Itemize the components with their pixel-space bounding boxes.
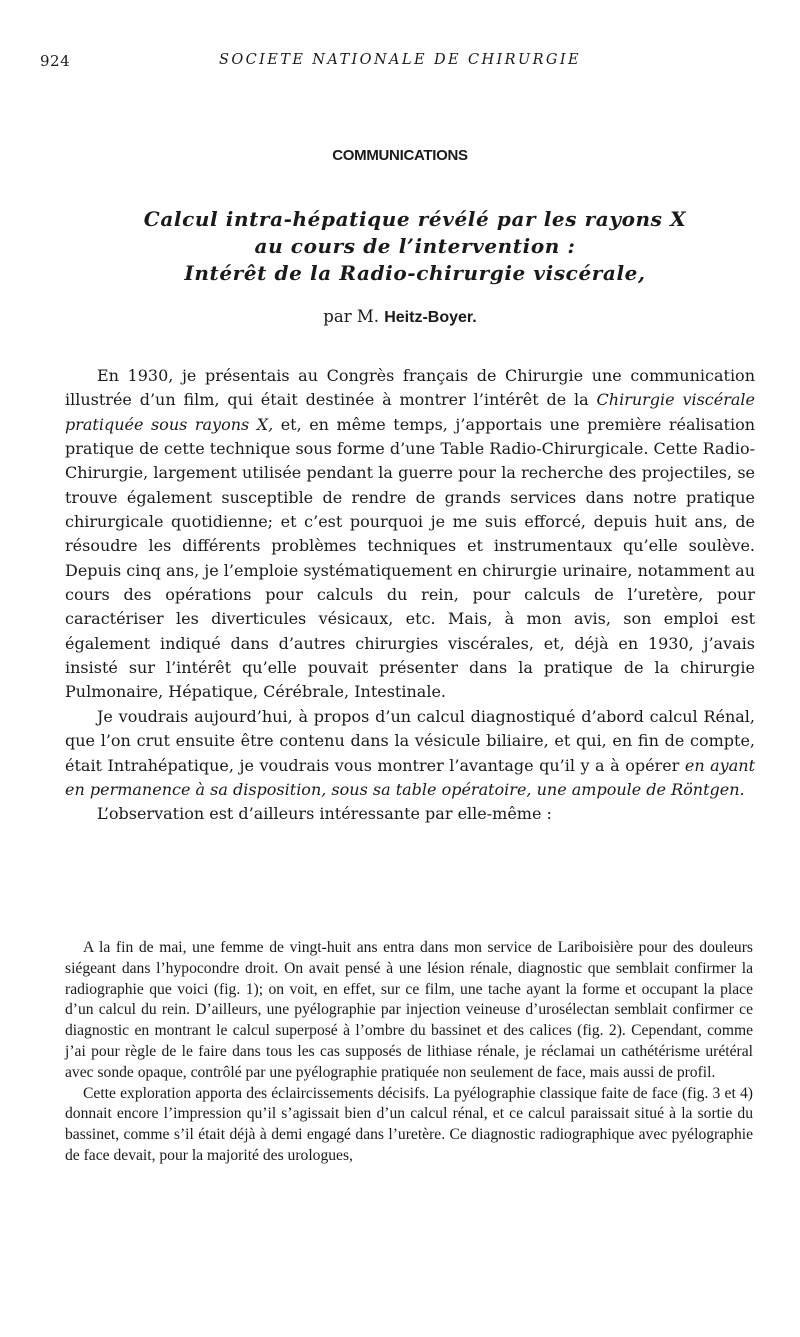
body-p1-text-a: En 1930, je présentais au Congrès français de Chirurgie une communication illustrée d’un film, qui était destinée à montrer l’intérêt de la — [65, 366, 755, 410]
page-header — [40, 52, 760, 74]
page-number: 924 — [40, 52, 71, 70]
running-head: SOCIETE NATIONALE DE CHIRURGIE — [219, 52, 581, 68]
byline-prefix: par M. — [323, 307, 379, 326]
body-paragraph-1 — [65, 364, 755, 705]
title-line-2: au cours de l’intervention : — [254, 234, 576, 258]
article-body — [65, 364, 755, 827]
observation-paragraph-1: A la fin de mai, une femme de vingt-huit ans entra dans mon service de Lariboisière pour des douleurs siégeant dans l’hypocondre droit. On avait pensé à une lésion rénale, diagnostic que semblait confirmer la radiographie que voici (fig. 1); on voit, en effet, sur ce film, une tache ayant la forme et occupant la place d’un calcul du rein. D’ailleurs, une pyélographie par injection veineuse d’urosélectan semblait confirmer ce diagnostic en montrant le calcul superposé à l’ombre du bassinet et des calices (fig. 2). Cependant, comme j’ai pour règle de le faire dans tous les cas supposés de lithiase rénale, je réclamai un cathétérisme urétéral avec sonde opaque, contrôlé par une pyélographie pratiquée non seulement de face, mais aussi de profil. — [65, 939, 753, 1081]
body-p2-emphasis: en ayant en permanence à sa disposition, sous sa table opératoire, une ampoule de Röntgen. — [65, 755, 755, 799]
section-title: COMMUNICATIONS — [332, 147, 468, 164]
body-paragraph-3: L’observation est d’ailleurs intéressante par elle-même : — [97, 804, 552, 824]
title-line-3: Intérêt de la Radio-chirurgie viscérale, — [184, 261, 646, 285]
observation-paragraph-2: Cette exploration apporta des éclaircissements décisifs. La pyélographie classique faite de face (fig. 3 et 4) donnait encore l’impression qu’il s’agissait bien d’un calcul rénal, et ce calcul paraissait situé à la sortie du bassinet, comme s’il était déjà à demi engagé dans l’uretère. Ce diagnostic radiographique avec pyélographie de face devait, pour la majorité des urologues, — [65, 1084, 753, 1164]
author-name: Heitz-Boyer. — [384, 309, 477, 326]
title-line-1: Calcul intra-hépatique révélé par les rayons X — [143, 207, 687, 231]
body-p1-emphasis: Chirurgie viscérale pratiquée sous rayons X, — [65, 390, 756, 434]
body-paragraph-2 — [65, 705, 755, 802]
observation-text — [65, 938, 753, 1167]
body-p1-text-b: et, en même temps, j’apportais une première réalisation pratique de cette technique sous forme d’une Table Radio-Chirurgicale. Cette Radio-Chirurgie, largement utilisée pendant la guerre pour la recherche des projectiles, se trouve également susceptible de rendre de grands services dans notre pratique chirurgicale quotidienne; et c’est pourquoi je me suis efforcé, depuis huit ans, de résoudre les différents problèmes techniques et instrumentaux qu’elle soulève. Depuis cinq ans, je l’emploie systématiquement en chirurgie urinaire, notamment au cours des opérations pour calculs du rein, pour calculs de l’uretère, pour caractériser les diverticules vésicaux, etc. Mais, à mon avis, son emploi est également indiqué dans d’autres chirurgies viscérales, et, déjà en 1930, j’avais insisté sur l’intérêt qu’elle pouvait présenter dans la pratique de la chirurgie Pulmonaire, Hépatique, Cérébrale, Intestinale. — [65, 414, 755, 702]
byline — [0, 307, 800, 327]
article-title — [50, 206, 780, 287]
body-p2-text: Je voudrais aujourd’hui, à propos d’un calcul diagnostiqué d’abord calcul Rénal, que l’on crut ensuite être contenu dans la vésicule biliaire, et qui, en fin de compte, était Intrahépatique, je voudrais vous montrer l’avantage qu’il y a à opérer — [65, 706, 755, 775]
